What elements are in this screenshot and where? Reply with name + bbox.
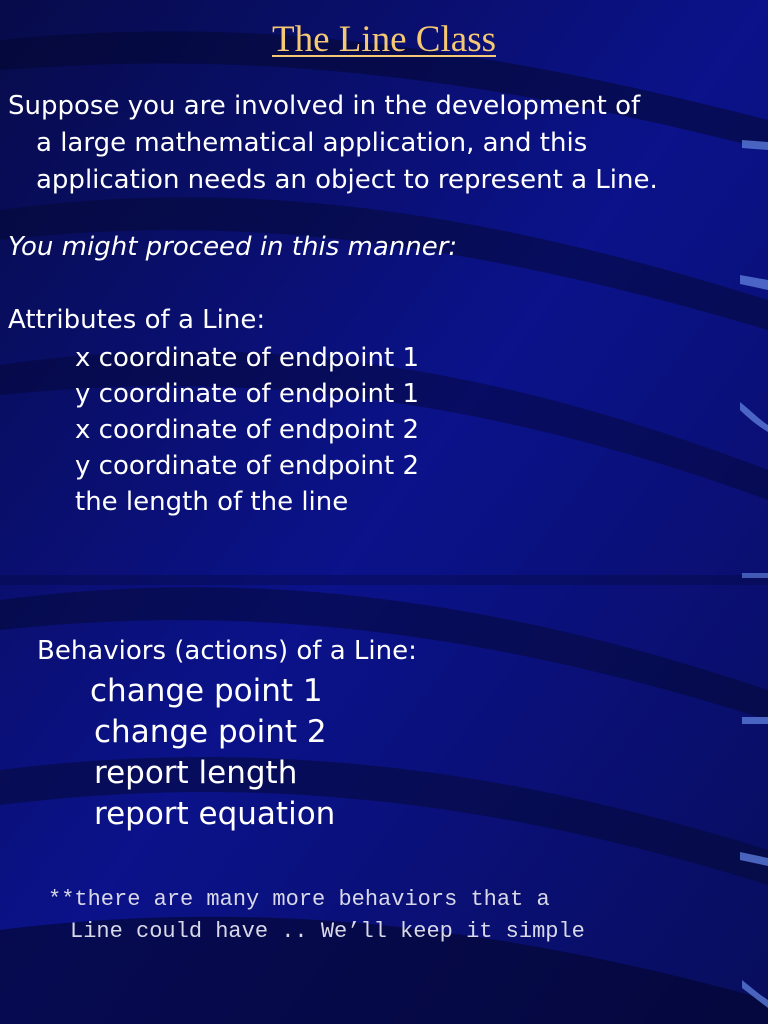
attribute-item: the length of the line — [75, 487, 349, 517]
behavior-item: change point 2 — [94, 714, 327, 750]
attribute-item: x coordinate of endpoint 2 — [75, 415, 420, 445]
italic-prompt: You might proceed in this manner: — [8, 232, 458, 262]
footnote-line: **there are many more behaviors that a — [48, 887, 550, 912]
behavior-item: report equation — [94, 796, 336, 832]
behavior-item: report length — [94, 755, 298, 791]
behaviors-list — [90, 671, 335, 835]
intro-line: application needs an object to represent a Line. — [36, 165, 658, 195]
footnote-line: Line could have .. We’ll keep it simple — [70, 919, 585, 944]
attribute-item: y coordinate of endpoint 1 — [75, 379, 420, 409]
intro-line: Suppose you are involved in the development of — [8, 91, 641, 121]
intro-paragraph — [8, 88, 760, 199]
attributes-heading: Attributes of a Line: — [8, 305, 266, 335]
slide-title: The Line Class — [271, 19, 496, 60]
behaviors-heading: Behaviors (actions) of a Line: — [37, 636, 417, 666]
behavior-item: change point 1 — [90, 673, 323, 709]
attribute-item: x coordinate of endpoint 1 — [75, 343, 420, 373]
intro-line: a large mathematical application, and this — [36, 128, 588, 158]
attributes-list — [75, 340, 419, 520]
attribute-item: y coordinate of endpoint 2 — [75, 451, 420, 481]
footnote — [48, 884, 585, 948]
